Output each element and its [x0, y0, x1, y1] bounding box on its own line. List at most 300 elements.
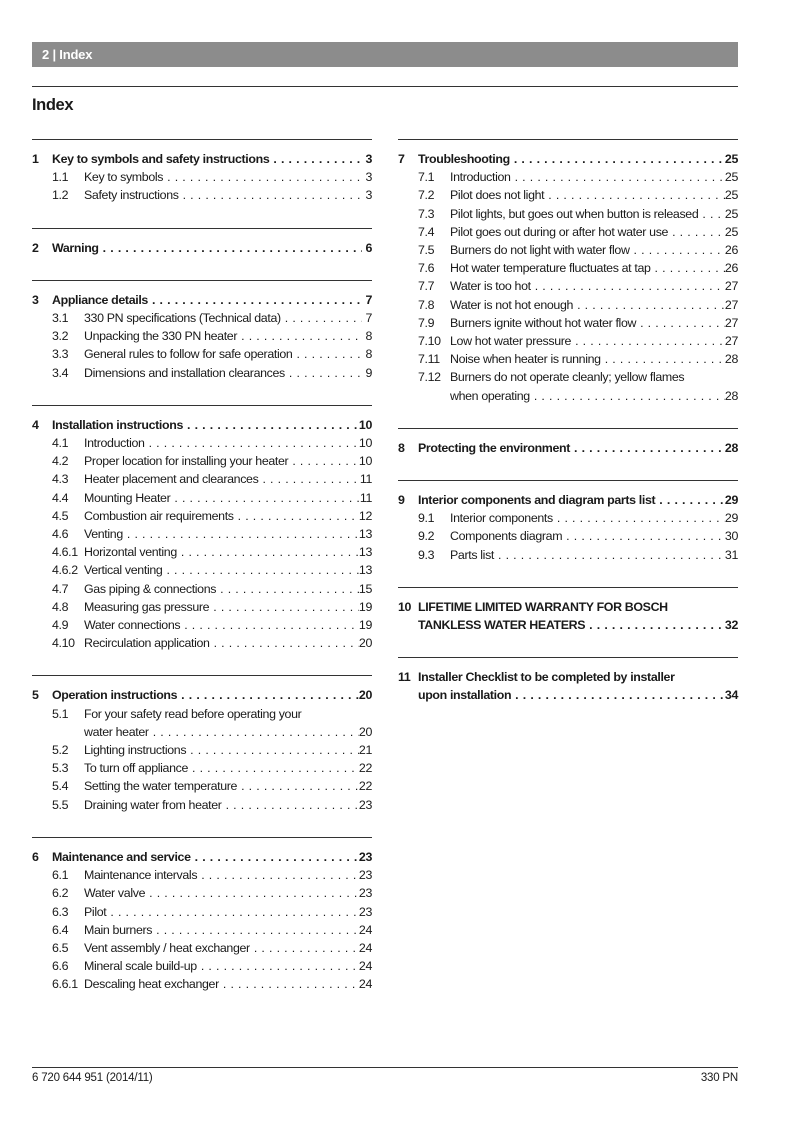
toc-section-entry[interactable]: [398, 598, 738, 616]
toc-subentry[interactable]: [398, 509, 738, 527]
entry-title: Main burners: [84, 922, 153, 937]
dot-leader: [269, 150, 362, 168]
section-number: 10: [398, 599, 412, 614]
entry-title: Setting the water temperature: [84, 779, 238, 794]
subsection-number: 1.1: [52, 170, 69, 185]
page-number: 23: [358, 797, 372, 812]
toc-subentry[interactable]: [398, 527, 738, 545]
entry-title: when operating: [450, 388, 530, 403]
entry-title: Pilot lights, but goes out when button is released: [450, 206, 699, 221]
dot-leader: [197, 866, 359, 884]
entry-title: For your safety read before operating your: [84, 706, 302, 721]
page-number: 15: [358, 581, 372, 596]
entry-title: Maintenance intervals: [84, 868, 198, 883]
page-number: 27: [724, 279, 738, 294]
dot-leader: [698, 205, 725, 223]
subsection-number: 9.3: [418, 547, 435, 562]
subsection-number: 5.2: [52, 743, 69, 758]
dot-leader: [234, 507, 359, 525]
subsection-number: 4.9: [52, 618, 69, 633]
page-number: 24: [358, 940, 372, 955]
toc-section: [398, 139, 738, 405]
subsection-number: 4.4: [52, 490, 69, 505]
dot-leader: [106, 903, 359, 921]
subsection-number: 4.5: [52, 508, 69, 523]
dot-leader: [209, 598, 359, 616]
toc-section-entry[interactable]: [398, 150, 738, 168]
toc-section-entry[interactable]: [398, 491, 738, 509]
dot-leader: [288, 452, 359, 470]
entry-title: Water is not hot enough: [450, 297, 574, 312]
entry-title: Heater placement and clearances: [84, 472, 259, 487]
entry-title: Venting: [84, 527, 123, 542]
dot-leader: [285, 364, 362, 382]
page-number: 25: [724, 152, 738, 166]
page-number: 23: [358, 886, 372, 901]
page-number: 13: [358, 563, 372, 578]
dot-leader: [571, 332, 725, 350]
page-number: 6: [365, 240, 372, 255]
subsection-number: 6.6: [52, 959, 69, 974]
page-number: 26: [724, 261, 738, 276]
subsection-number: 4.6.2: [52, 563, 78, 578]
footer-doc-number: 6 720 644 951 (2014/11): [32, 1072, 153, 1084]
page-number: 28: [724, 388, 738, 403]
toc-subentry[interactable]: [398, 223, 738, 241]
entry-title: Vent assembly / heat exchanger: [84, 940, 250, 955]
page-number: 25: [724, 224, 738, 239]
page-number: 10: [358, 436, 372, 451]
dot-leader: [149, 723, 359, 741]
toc-section: [32, 675, 372, 813]
toc-subentry[interactable]: [32, 598, 372, 616]
entry-title: water heater: [84, 724, 149, 739]
section-number: 11: [398, 670, 411, 685]
page-number: 25: [724, 170, 738, 185]
page-number: 26: [724, 243, 738, 258]
dot-leader: [553, 509, 725, 527]
dot-leader: [222, 796, 359, 814]
subsection-number: 7.5: [418, 243, 435, 258]
page-number: 34: [724, 688, 738, 703]
entry-title: Maintenance and service: [52, 849, 191, 864]
subsection-number: 7.6: [418, 261, 435, 276]
entry-title: Mounting Heater: [84, 490, 171, 505]
page-number: 20: [358, 724, 372, 739]
dot-leader: [655, 491, 725, 509]
toc-subentry[interactable]: [398, 314, 738, 332]
entry-title: Mineral scale build-up: [84, 959, 197, 974]
subsection-number: 5.1: [52, 706, 69, 721]
page-title: Index: [32, 96, 74, 114]
toc-subentry[interactable]: [32, 364, 372, 382]
section-number: 5: [32, 688, 39, 703]
page-number: 13: [358, 527, 372, 542]
toc-subentry[interactable]: [32, 903, 372, 921]
toc-section: [398, 480, 738, 564]
subsection-number: 9.2: [418, 529, 435, 544]
entry-title: upon installation: [418, 688, 512, 703]
subsection-number: 5.3: [52, 761, 69, 776]
entry-title: Troubleshooting: [418, 152, 510, 166]
dot-leader: [250, 939, 359, 957]
entry-title: Interior components and diagram parts list: [418, 493, 656, 508]
dot-leader: [544, 186, 725, 204]
toc-subentry[interactable]: [32, 452, 372, 470]
toc-section-entry[interactable]: [398, 668, 738, 686]
dot-leader: [179, 186, 362, 204]
entry-title: Hot water temperature fluctuates at tap: [450, 261, 651, 276]
page-number: 7: [365, 292, 372, 307]
entry-title: Operation instructions: [52, 688, 178, 703]
toc-subentry[interactable]: [32, 705, 372, 723]
subsection-number: 7.7: [418, 279, 435, 294]
toc-subentry[interactable]: [32, 525, 372, 543]
page-number: 24: [358, 922, 372, 937]
entry-title: Gas piping & connections: [84, 581, 217, 596]
page-number: 23: [358, 868, 372, 883]
dot-leader: [145, 884, 359, 902]
entry-title: Warning: [52, 240, 99, 255]
page-header-bar: [32, 42, 738, 67]
page-number: 3: [365, 170, 372, 185]
entry-title: Lighting instructions: [84, 743, 187, 758]
toc-subentry[interactable]: [398, 296, 738, 314]
subsection-number: 5.4: [52, 779, 69, 794]
entry-title: Recirculation application: [84, 636, 210, 651]
section-number: 6: [32, 849, 39, 864]
subsection-number: 7.11: [418, 352, 440, 367]
page-number: 31: [724, 547, 738, 562]
subsection-number: 7.8: [418, 297, 435, 312]
page-number: 30: [724, 529, 738, 544]
footer-rule: [32, 1067, 738, 1068]
entry-title: Vertical venting: [84, 563, 163, 578]
section-number: 1: [32, 152, 39, 166]
toc-subentry[interactable]: [32, 634, 372, 652]
page-number: 9: [365, 365, 372, 380]
toc-section-entry[interactable]: [32, 416, 372, 434]
page-number: 27: [724, 334, 738, 349]
entry-title: Pilot goes out during or after hot water use: [450, 224, 669, 239]
toc-subentry[interactable]: [32, 507, 372, 525]
dot-leader: [258, 470, 359, 488]
dot-leader: [651, 259, 725, 277]
page-number: 23: [358, 849, 372, 864]
dot-leader: [145, 434, 359, 452]
subsection-number: 6.6.1: [52, 977, 78, 992]
page-number: 28: [724, 352, 738, 367]
dot-leader: [177, 686, 359, 704]
entry-title: Draining water from heater: [84, 797, 222, 812]
dot-leader: [210, 634, 359, 652]
subsection-number: 4.7: [52, 581, 69, 596]
subsection-number: 4.8: [52, 599, 69, 614]
page-number: 29: [724, 493, 738, 508]
toc-subentry[interactable]: [32, 957, 372, 975]
dot-leader: [191, 848, 359, 866]
page-number: 29: [724, 511, 738, 526]
toc-subentry[interactable]: [398, 350, 738, 368]
section-number: 9: [398, 493, 405, 508]
page-number: 22: [358, 779, 372, 794]
page-number: 19: [358, 618, 372, 633]
dot-leader: [511, 168, 725, 186]
page-number: 24: [358, 977, 372, 992]
dot-leader: [148, 291, 362, 309]
toc-subentry[interactable]: [398, 168, 738, 186]
dot-leader: [216, 580, 359, 598]
page-number: 11: [359, 472, 372, 487]
toc-section-entry[interactable]: [398, 616, 738, 634]
dot-leader: [601, 350, 725, 368]
page-number: 11: [359, 490, 372, 505]
page-number: 10: [358, 417, 372, 432]
entry-title: Appliance details: [52, 292, 148, 307]
page-number: 22: [358, 761, 372, 776]
subsection-number: 3.1: [52, 311, 69, 326]
dot-leader: [123, 525, 359, 543]
subsection-number: 7.2: [418, 188, 435, 203]
toc-subentry[interactable]: [32, 345, 372, 363]
entry-title: Key to symbols: [84, 170, 164, 185]
page-number: 13: [358, 545, 372, 560]
subsection-number: 3.3: [52, 347, 69, 362]
toc-subentry[interactable]: [398, 205, 738, 223]
toc-subentry[interactable]: [32, 939, 372, 957]
toc-right-column: [398, 139, 738, 728]
section-number: 4: [32, 417, 39, 432]
entry-title: Descaling heat exchanger: [84, 977, 219, 992]
entry-title: Burners ignite without hot water flow: [450, 315, 637, 330]
entry-title: To turn off appliance: [84, 761, 189, 776]
toc-section-entry[interactable]: [32, 291, 372, 309]
subsection-number: 6.5: [52, 940, 69, 955]
toc-subentry[interactable]: [32, 723, 372, 741]
subsection-number: 4.10: [52, 636, 75, 651]
toc-subentry[interactable]: [398, 186, 738, 204]
entry-title: 330 PN specifications (Technical data): [84, 311, 281, 326]
page-number: 3: [365, 152, 372, 166]
dot-leader: [219, 975, 359, 993]
dot-leader: [170, 489, 359, 507]
toc-subentry[interactable]: [32, 777, 372, 795]
page-number: 10: [358, 454, 372, 469]
toc-subentry[interactable]: [32, 309, 372, 327]
dot-leader: [162, 561, 358, 579]
toc-section-entry[interactable]: [398, 439, 738, 457]
dot-leader: [636, 314, 725, 332]
page-number: 12: [358, 508, 372, 523]
subsection-number: 4.2: [52, 454, 69, 469]
dot-leader: [531, 277, 725, 295]
entry-title: Dimensions and installation clearances: [84, 365, 285, 380]
entry-title: Water is too hot: [450, 279, 531, 294]
toc-subentry[interactable]: [32, 884, 372, 902]
toc-subentry[interactable]: [32, 741, 372, 759]
subsection-number: 7.9: [418, 315, 435, 330]
dot-leader: [530, 387, 725, 405]
page-number: 20: [358, 636, 372, 651]
subsection-number: 3.4: [52, 365, 69, 380]
entry-title: Measuring gas pressure: [84, 599, 210, 614]
entry-title: Burners do not light with water flow: [450, 243, 630, 258]
toc-subentry[interactable]: [32, 975, 372, 993]
subsection-number: 6.2: [52, 886, 69, 901]
header-rule: [32, 86, 738, 87]
page-number: 32: [724, 618, 738, 633]
subsection-number: 7.4: [418, 224, 435, 239]
entry-title: Safety instructions: [84, 188, 179, 203]
toc-subentry[interactable]: [32, 186, 372, 204]
section-number: 8: [398, 440, 405, 455]
page-number: 8: [365, 347, 372, 362]
subsection-number: 9.1: [418, 511, 435, 526]
section-number: 7: [398, 152, 405, 166]
page-header-label: 2 | Index: [42, 47, 93, 62]
entry-title: Combustion air requirements: [84, 508, 234, 523]
entry-title: Components diagram: [450, 529, 563, 544]
subsection-number: 6.4: [52, 922, 69, 937]
toc-section: [32, 228, 372, 257]
dot-leader: [562, 527, 725, 545]
entry-title: Low hot water pressure: [450, 334, 572, 349]
toc-subentry[interactable]: [32, 168, 372, 186]
entry-title: Installation instructions: [52, 417, 184, 432]
toc-subentry[interactable]: [32, 866, 372, 884]
toc-subentry[interactable]: [398, 241, 738, 259]
subsection-number: 4.6.1: [52, 545, 78, 560]
dot-leader: [494, 546, 725, 564]
dot-leader: [99, 239, 362, 257]
entry-title: Noise when heater is running: [450, 352, 601, 367]
toc-subentry[interactable]: [32, 489, 372, 507]
dot-leader: [197, 957, 359, 975]
entry-title: Parts list: [450, 547, 495, 562]
page-number: 24: [358, 959, 372, 974]
dot-leader: [510, 150, 725, 168]
dot-leader: [163, 168, 362, 186]
page-number: 19: [358, 599, 372, 614]
page-number: 7: [365, 311, 372, 326]
dot-leader: [180, 616, 359, 634]
entry-title: Burners do not operate cleanly; yellow flames: [450, 370, 685, 385]
page-number: 27: [724, 297, 738, 312]
toc-section-entry[interactable]: [32, 239, 372, 257]
dot-leader: [188, 759, 359, 777]
toc-section: [398, 428, 738, 457]
dot-leader: [292, 345, 362, 363]
toc-subentry[interactable]: [32, 434, 372, 452]
entry-title: Introduction: [450, 170, 511, 185]
toc-subentry[interactable]: [32, 616, 372, 634]
toc-subentry[interactable]: [398, 387, 738, 405]
toc-subentry[interactable]: [398, 368, 738, 386]
dot-leader: [152, 921, 359, 939]
page-number: 27: [724, 315, 738, 330]
subsection-number: 4.6: [52, 527, 69, 542]
subsection-number: 4.3: [52, 472, 69, 487]
dot-leader: [511, 686, 725, 704]
dot-leader: [573, 296, 725, 314]
page-number: 25: [724, 188, 738, 203]
subsection-number: 7.10: [418, 334, 441, 349]
toc-subentry[interactable]: [32, 543, 372, 561]
entry-title: Pilot: [84, 904, 107, 919]
toc-section: [398, 587, 738, 634]
dot-leader: [668, 223, 725, 241]
section-number: 3: [32, 292, 39, 307]
subsection-number: 4.1: [52, 436, 69, 451]
toc-subentry[interactable]: [32, 327, 372, 345]
page-number: 3: [365, 188, 372, 203]
toc-section: [32, 139, 372, 205]
section-number: 2: [32, 240, 39, 255]
toc-section-entry[interactable]: [32, 848, 372, 866]
dot-leader: [177, 543, 359, 561]
toc-section: [32, 405, 372, 653]
toc-subentry[interactable]: [32, 561, 372, 579]
page-number: 25: [724, 206, 738, 221]
toc-section-entry[interactable]: [398, 686, 738, 704]
entry-title: Horizontal venting: [84, 545, 177, 560]
footer-model: 330 PN: [700, 1072, 738, 1084]
entry-title: Installer Checklist to be completed by installer: [418, 670, 675, 685]
subsection-number: 5.5: [52, 797, 69, 812]
subsection-number: 1.2: [52, 188, 69, 203]
dot-leader: [585, 616, 725, 634]
entry-title: Protecting the environment: [418, 440, 570, 455]
toc-subentry[interactable]: [32, 796, 372, 814]
entry-title: Interior components: [450, 511, 553, 526]
toc-subentry[interactable]: [32, 759, 372, 777]
entry-title: LIFETIME LIMITED WARRANTY FOR BOSCH: [418, 599, 668, 614]
subsection-number: 3.2: [52, 329, 69, 344]
toc-subentry[interactable]: [32, 580, 372, 598]
toc-left-column: [32, 139, 372, 1017]
dot-leader: [630, 241, 725, 259]
toc-section-entry[interactable]: [32, 150, 372, 168]
dot-leader: [183, 416, 359, 434]
entry-title: Pilot does not light: [450, 188, 545, 203]
entry-title: Water connections: [84, 618, 181, 633]
entry-title: Water valve: [84, 886, 146, 901]
dot-leader: [186, 741, 359, 759]
toc-subentry[interactable]: [398, 259, 738, 277]
dot-leader: [570, 439, 725, 457]
entry-title: Proper location for installing your heater: [84, 454, 289, 469]
dot-leader: [237, 327, 362, 345]
subsection-number: 7.3: [418, 206, 435, 221]
entry-title: General rules to follow for safe operation: [84, 347, 293, 362]
toc-section: [32, 280, 372, 382]
toc-subentry[interactable]: [32, 921, 372, 939]
toc-section: [32, 837, 372, 994]
entry-title: TANKLESS WATER HEATERS: [418, 618, 586, 633]
toc-section-entry[interactable]: [32, 686, 372, 704]
dot-leader: [237, 777, 359, 795]
toc-subentry[interactable]: [398, 332, 738, 350]
page-number: 21: [358, 743, 372, 758]
subsection-number: 7.1: [418, 170, 435, 185]
subsection-number: 7.12: [418, 370, 441, 385]
toc-section: [398, 657, 738, 704]
toc-subentry[interactable]: [398, 277, 738, 295]
page-number: 23: [358, 904, 372, 919]
subsection-number: 6.3: [52, 904, 69, 919]
toc-subentry[interactable]: [32, 470, 372, 488]
toc-subentry[interactable]: [398, 546, 738, 564]
